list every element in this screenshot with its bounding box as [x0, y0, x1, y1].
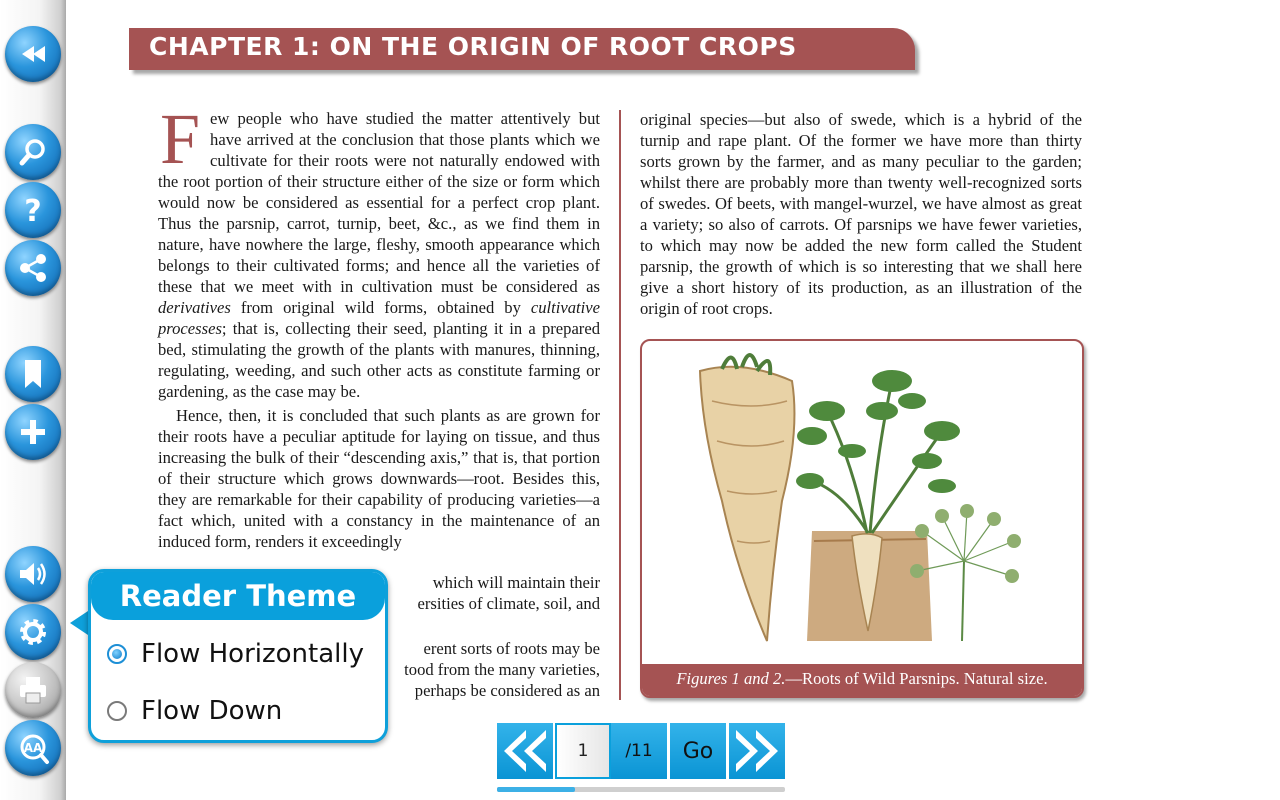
double-chevron-left-icon [500, 726, 550, 776]
text-line: tood from the many varieties, [404, 660, 600, 679]
print-icon [16, 673, 50, 707]
previous-page-button[interactable] [497, 723, 553, 779]
text-column-left [158, 99, 600, 552]
option-label: Flow Horizontally [141, 639, 364, 669]
share-button[interactable] [5, 240, 61, 296]
search-icon [16, 135, 50, 169]
bookmark-button[interactable] [5, 346, 61, 402]
paragraph-text: from original wild forms, obtained by [230, 298, 531, 317]
caption-text: —Roots of Wild Parsnips. Natural size. [785, 669, 1048, 688]
figure-caption [642, 664, 1082, 696]
text-fragment [384, 638, 600, 701]
search-button[interactable] [5, 124, 61, 180]
chapter-title: CHAPTER 1: ON THE ORIGIN OF ROOT CROPS [149, 32, 797, 61]
settings-button[interactable] [5, 604, 61, 660]
gear-icon [16, 615, 50, 649]
paragraph-1 [158, 99, 600, 402]
print-button[interactable] [5, 662, 61, 718]
parsnip-illustration [642, 341, 1082, 661]
double-chevron-right-icon [732, 726, 782, 776]
caption-label: Figures 1 and 2. [676, 669, 786, 688]
reader-theme-popup [88, 569, 388, 743]
column-divider [619, 110, 621, 700]
reading-progress-fill [497, 787, 575, 792]
text-line: erent sorts of roots may be [423, 639, 600, 658]
help-button[interactable] [5, 182, 61, 238]
svg-text:?: ? [24, 194, 42, 227]
text-column-right [640, 109, 1082, 319]
bookmark-icon [16, 357, 50, 391]
emphasis-text: cultivative processes [158, 298, 600, 338]
emphasis-text: derivatives [158, 298, 231, 317]
drop-cap: F [160, 99, 201, 179]
back-button[interactable] [5, 26, 61, 82]
text-size-button[interactable] [5, 720, 61, 776]
popup-pointer [70, 611, 88, 635]
page-total: /11 [611, 723, 667, 779]
paragraph-text: ew people who have studied the matter attentively but have arrived at the conclusion that those plants which we cultivate for their roots were not naturally endowed with the root portion of their structure either of the size or form which would now be considered as essential for a perfect crop plant. Thus the parsnip, carrot, turnip, beet, &c., as we find them in nature, have nowhere the large, fleshy, smooth appearance which belongs to their cultivated forms; and hence all the varieties of these that we meet with in cultivation must be considered as [158, 109, 600, 296]
add-button[interactable] [5, 404, 61, 460]
audio-button[interactable] [5, 546, 61, 602]
next-page-button[interactable] [729, 723, 785, 779]
audio-icon [16, 557, 50, 591]
radio-flow-horizontally[interactable] [107, 644, 127, 664]
help-icon [16, 193, 50, 227]
option-flow-down[interactable] [107, 693, 282, 729]
page-number-input[interactable]: 1 [555, 723, 611, 779]
go-button[interactable]: Go [670, 723, 726, 779]
side-toolbar [0, 0, 66, 800]
popup-title: Reader Theme [119, 579, 357, 613]
paragraph-2: Hence, then, it is concluded that such plants as are grown for their roots have a peculiar aptitude for laying on tissue, and thus increasing the bulk of their “descending axis,” that is, that portion of their structure which grows downwards—root. Besides this, they are remarkable for their capability of producing varieties—a fact which, united with a constancy in the maintenance of an induced form, renders it exceedingly [158, 406, 600, 551]
radio-flow-down[interactable] [107, 701, 127, 721]
paragraph-3: original species—but also of swede, which is a hybrid of the turnip and rape plant. Of the former we have more than thirty sorts grown by the farmer, and as many peculiar to the garden; whilst there are probably more than twenty well-recognized sorts of swedes. Of beets, with mangel-wurzel, we have almost as great a variety; so also of carrots. Of parsnips we have fewer varieties, to which may now be added the new form called the Student parsnip, the growth of which is so interesting that we shall here give a short history of its production, as an illustration of the origin of root crops. [640, 110, 1082, 318]
text-line: perhaps be considered as an [414, 681, 600, 700]
chapter-banner [129, 28, 915, 70]
text-size-icon [16, 731, 50, 765]
popup-header [91, 572, 385, 620]
option-flow-horizontally[interactable] [107, 636, 364, 672]
svg-text:AA: AA [23, 741, 43, 755]
text-line: ersities of climate, soil, and [417, 594, 600, 613]
text-fragment [397, 572, 600, 614]
paragraph-text: ; that is, collecting their seed, planting it in a prepared bed, stimulating the growth of the plants with manures, thinning, regulating, weeding, and such other acts as constitute farming or gardening, as the case may be. [158, 319, 600, 401]
option-label: Flow Down [141, 696, 283, 726]
figure-panel [640, 339, 1084, 698]
add-icon [16, 415, 50, 449]
share-icon [16, 251, 50, 285]
back-icon [16, 37, 50, 71]
text-line: which will maintain their [432, 573, 600, 592]
reading-progress-bar [497, 787, 785, 792]
